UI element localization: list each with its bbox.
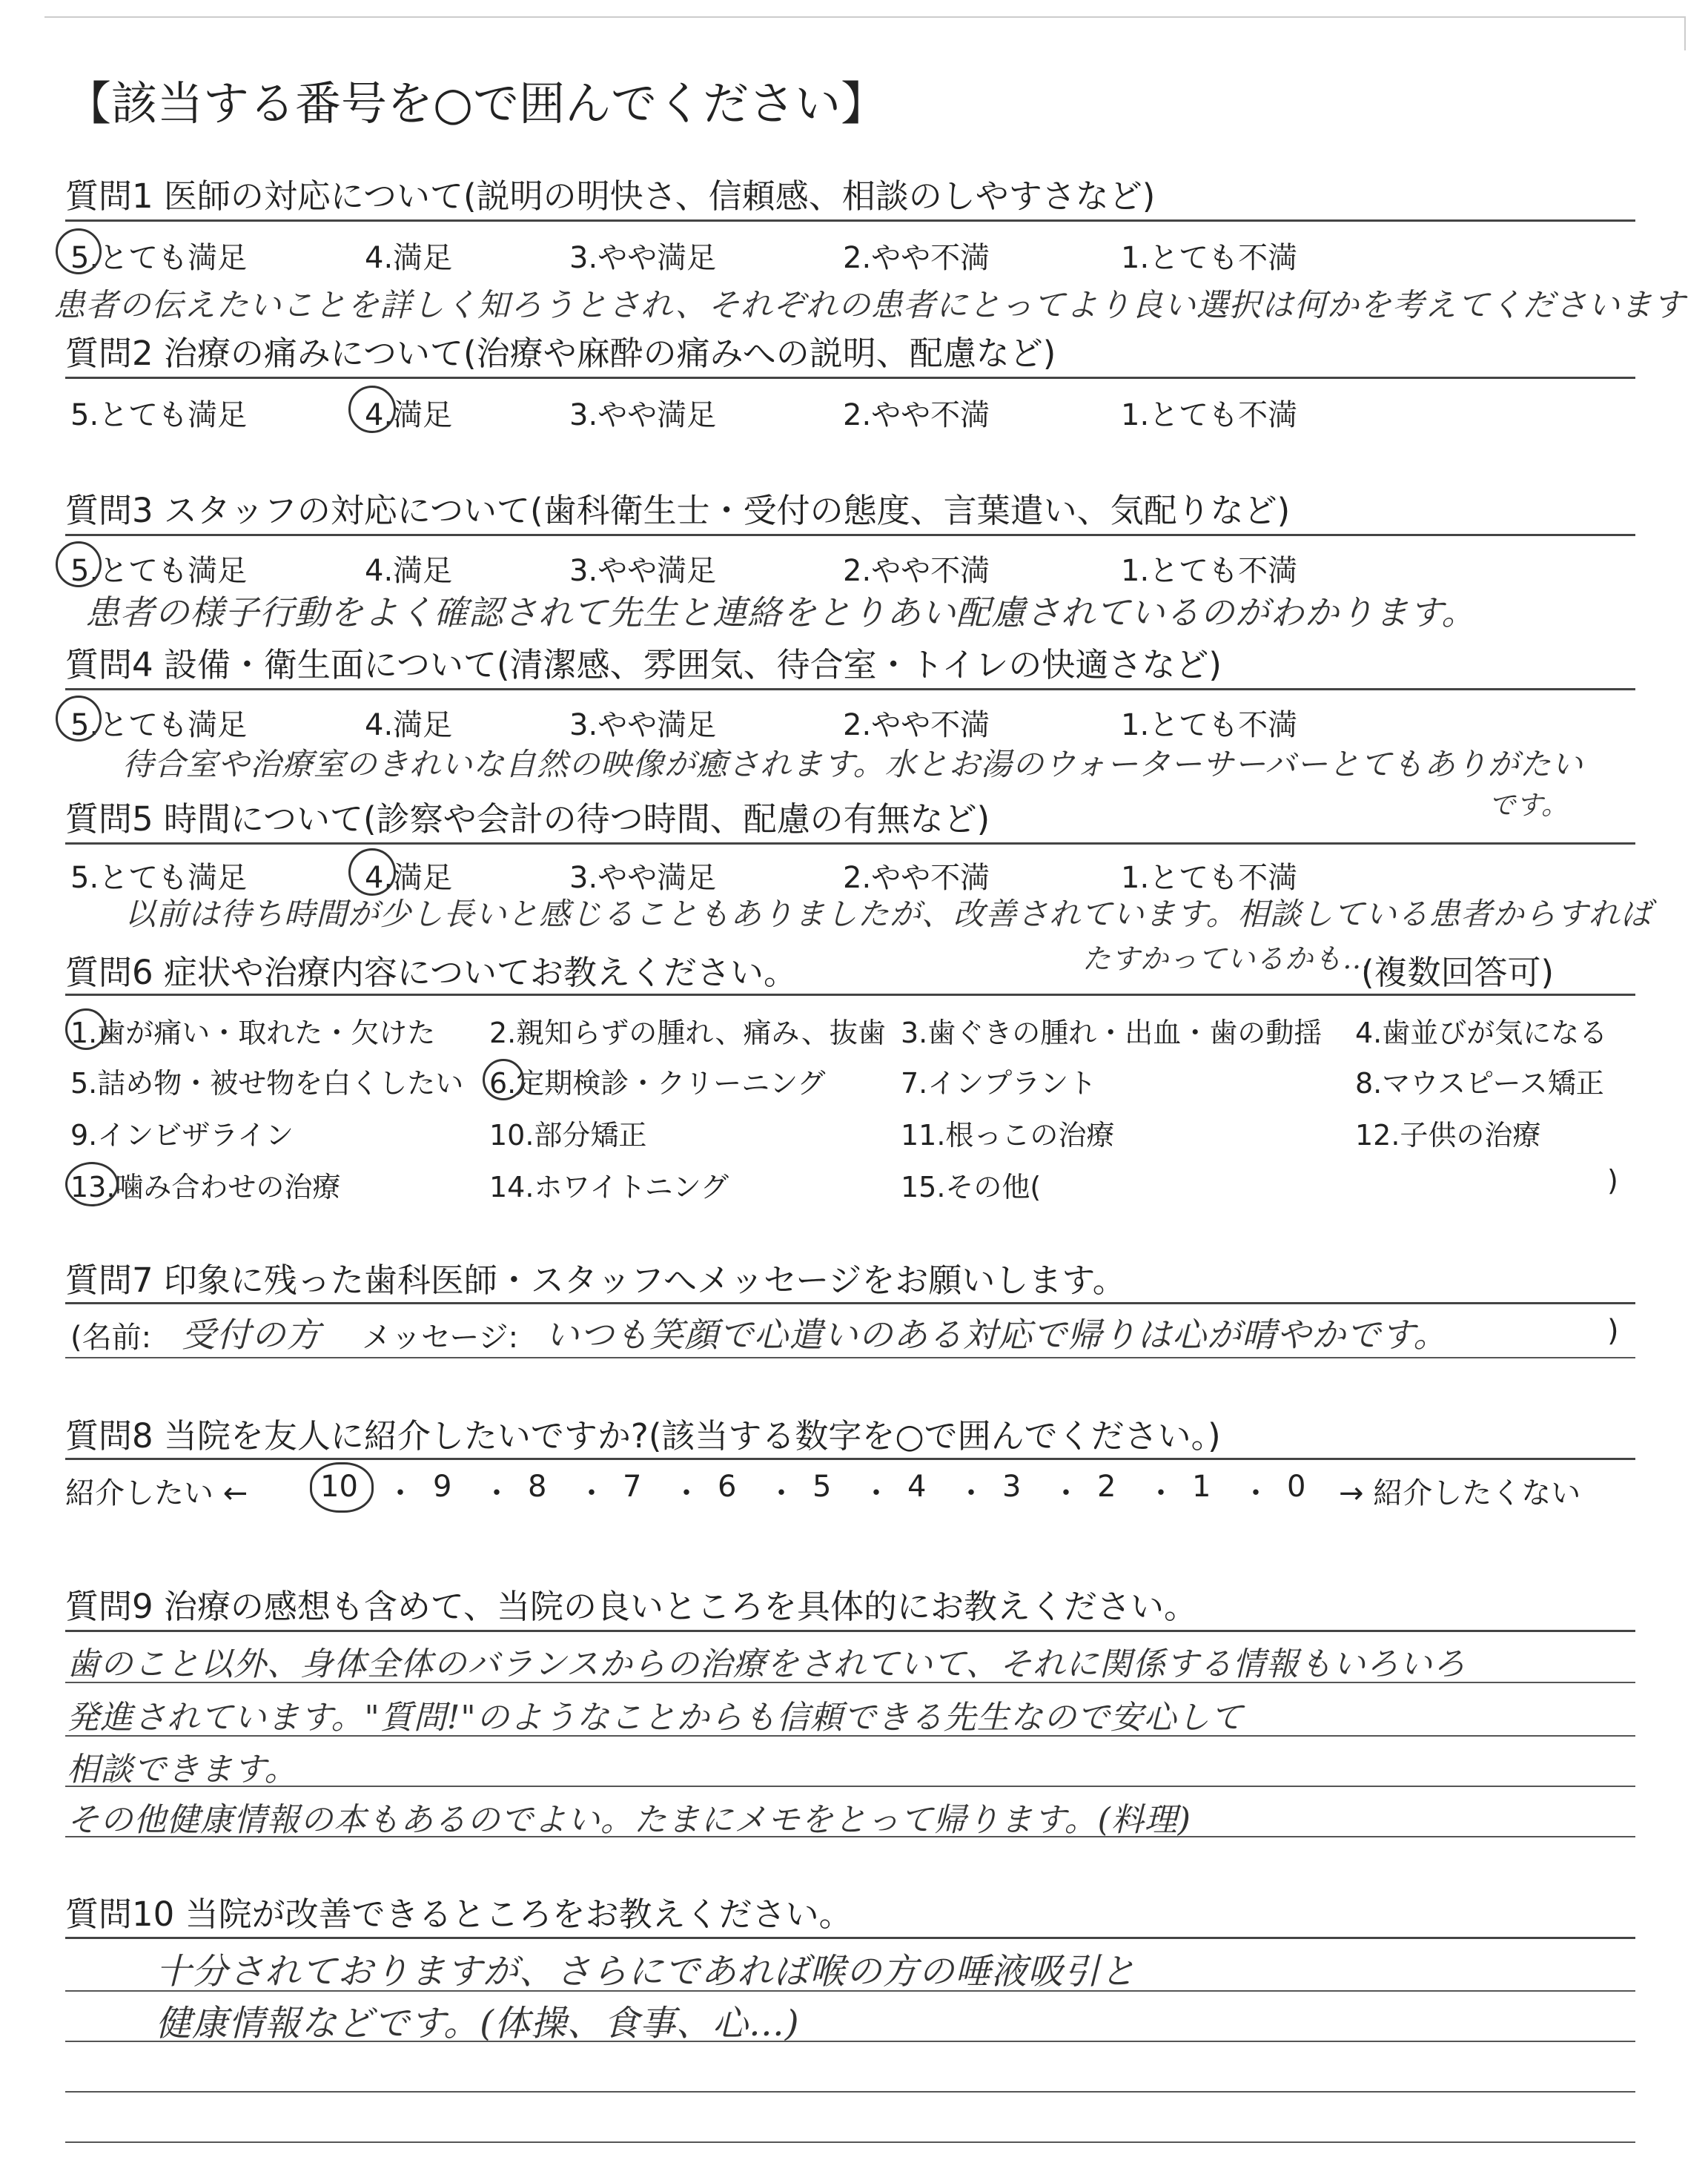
q7-name-label: (名前:	[70, 1321, 152, 1355]
q2-selected-circle	[348, 386, 396, 433]
q5-rule	[65, 842, 1635, 845]
q8-sep-7: ・	[956, 1476, 986, 1510]
q2-opt-4[interactable]: 4.満足	[365, 398, 453, 432]
q3-opt-2[interactable]: 2.やや不満	[843, 554, 990, 588]
page-frame-right	[1684, 16, 1686, 50]
q6-item-15[interactable]: 15.その他(	[901, 1171, 1042, 1203]
q8-sep-9: ・	[1146, 1476, 1176, 1510]
q6-item-6[interactable]: 6.定期検診・クリーニング	[489, 1067, 826, 1100]
q5-opt-1[interactable]: 1.とても不満	[1121, 861, 1298, 895]
q10-line-rule-2	[65, 2041, 1635, 2042]
q2-opt-5[interactable]: 5.とても満足	[70, 398, 248, 432]
q6-item-7[interactable]: 7.インプラント	[901, 1067, 1097, 1100]
q9-rule	[65, 1630, 1635, 1632]
q10-line-2: 健康情報などです。(体操、食事、心…)	[156, 2003, 800, 2044]
q1-opt-5[interactable]: 5.とても満足	[70, 241, 248, 275]
q3-opt-1[interactable]: 1.とても不満	[1121, 554, 1298, 588]
q3-opt-3[interactable]: 3.やや満足	[569, 554, 717, 588]
q4-selected-circle	[56, 696, 102, 742]
q6-item-2[interactable]: 2.親知らずの腫れ、痛み、抜歯	[489, 1017, 886, 1049]
q5-opt-3[interactable]: 3.やや満足	[569, 861, 717, 895]
q4-opt-5[interactable]: 5.とても満足	[70, 708, 248, 742]
q3-comment: 患者の様子行動をよく確認されて先生と連絡をとりあい配慮されているのがわかります。	[85, 592, 1477, 633]
q8-score-7[interactable]: 7	[623, 1470, 642, 1504]
q8-score-1[interactable]: 1	[1192, 1470, 1211, 1504]
q2-rule	[65, 377, 1635, 379]
page-title: 【該当する番号を○で囲んでください】	[65, 76, 887, 131]
q5-opt-4[interactable]: 4.満足	[365, 861, 453, 895]
q1-selected-circle	[56, 228, 102, 274]
q4-comment-1: 待合室や治療室のきれいな自然の映像が癒されます。水とお湯のウォーターサーバーとてもありがたい	[122, 746, 1583, 782]
q8-label: 質問8 当院を友人に紹介したいですか?(該当する数字を○で囲んでください。)	[65, 1416, 1221, 1456]
q7-name-value: 受付の方	[182, 1315, 321, 1355]
q3-opt-5[interactable]: 5.とても満足	[70, 554, 248, 588]
q8-score-2[interactable]: 2	[1097, 1470, 1116, 1504]
q1-label: 質問1 医師の対応について(説明の明快さ、信頼感、相談のしやすさなど)	[65, 176, 1156, 216]
q10-rule	[65, 1937, 1635, 1939]
q1-rule	[65, 219, 1635, 222]
q8-score-0[interactable]: 0	[1287, 1470, 1306, 1504]
q6-item-15-close: )	[1607, 1164, 1618, 1197]
q6-rule	[65, 994, 1635, 996]
q1-comment: 患者の伝えたいことを詳しく知ろうとされ、それぞれの患者にとってより良い選択は何かを考えてくださいます	[53, 287, 1686, 324]
q6-item-5[interactable]: 5.詰め物・被せ物を白くしたい	[70, 1067, 464, 1100]
q9-line-1: 歯のこと以外、身体全体のバランスからの治療をされていて、それに関係する情報もいろいろ	[67, 1645, 1466, 1683]
q9-line-rule-2	[65, 1735, 1635, 1737]
q8-sep-8: ・	[1051, 1476, 1081, 1510]
q8-right-label: → 紹介したくない	[1339, 1476, 1581, 1510]
q7-close: )	[1607, 1314, 1619, 1348]
q10-line-rule-4	[65, 2141, 1635, 2143]
q6-item-12[interactable]: 12.子供の治療	[1355, 1119, 1541, 1152]
q7-message-label: メッセージ:	[362, 1321, 519, 1355]
q8-sep-10: ・	[1241, 1476, 1271, 1510]
q6-item-13[interactable]: 13.噛み合わせの治療	[70, 1171, 341, 1203]
q5-comment-1: 以前は待ち時間が少し長いと感じることもありましたが、改善されています。相談している患者からすれば	[125, 896, 1652, 932]
q8-rule	[65, 1458, 1635, 1460]
q7-underline	[65, 1357, 1635, 1358]
q6-item-8[interactable]: 8.マウスピース矯正	[1355, 1067, 1604, 1100]
q8-score-4[interactable]: 4	[907, 1470, 927, 1504]
q2-opt-2[interactable]: 2.やや不満	[843, 398, 990, 432]
q6-item-11[interactable]: 11.根っこの治療	[901, 1119, 1115, 1152]
q7-rule	[65, 1302, 1635, 1304]
q1-opt-3[interactable]: 3.やや満足	[569, 241, 717, 275]
q8-score-5[interactable]: 5	[812, 1470, 832, 1504]
q6-item-14[interactable]: 14.ホワイトニング	[489, 1171, 729, 1203]
q6-item-9[interactable]: 9.インビザライン	[70, 1119, 294, 1152]
q9-line-rule-4	[65, 1836, 1635, 1837]
q8-sep-6: ・	[861, 1476, 891, 1510]
q8-sep-3: ・	[577, 1476, 606, 1510]
q3-opt-4[interactable]: 4.満足	[365, 554, 453, 588]
q6-item-1-circle	[65, 1008, 107, 1050]
q9-line-rule-3	[65, 1786, 1635, 1787]
q7-message-value: いつも笑顔で心遣いのある対応で帰りは心が晴やかです。	[545, 1315, 1449, 1355]
q1-opt-1[interactable]: 1.とても不満	[1121, 241, 1298, 275]
q4-opt-1[interactable]: 1.とても不満	[1121, 708, 1298, 742]
q4-opt-3[interactable]: 3.やや満足	[569, 708, 717, 742]
q3-label: 質問3 スタッフの対応について(歯科衛生士・受付の態度、言葉遣い、気配りなど)	[65, 491, 1291, 530]
q6-item-10[interactable]: 10.部分矯正	[489, 1119, 647, 1152]
q4-rule	[65, 688, 1635, 690]
q5-selected-circle	[348, 848, 396, 896]
q8-sep-4: ・	[672, 1476, 701, 1510]
q8-left-label: 紹介したい ←	[65, 1476, 248, 1510]
q6-item-3[interactable]: 3.歯ぐきの腫れ・出血・歯の動揺	[901, 1017, 1323, 1049]
q6-item-13-circle	[65, 1162, 119, 1206]
q9-label: 質問9 治療の感想も含めて、当院の良いところを具体的にお教えください。	[65, 1587, 1198, 1626]
page-frame-top	[44, 16, 1686, 18]
q6-note-handwritten: たすかっているかも…	[1082, 942, 1372, 975]
q8-sep-5: ・	[767, 1476, 796, 1510]
q2-opt-3[interactable]: 3.やや満足	[569, 398, 717, 432]
q3-rule	[65, 534, 1635, 536]
q8-sep-2: ・	[482, 1476, 512, 1510]
q8-score-8[interactable]: 8	[528, 1470, 547, 1504]
q6-item-6-circle	[483, 1059, 524, 1100]
q9-line-3: 相談できます。	[67, 1751, 298, 1789]
q8-score-10[interactable]: 10	[320, 1470, 358, 1504]
q6-label: 質問6 症状や治療内容についてお教えください。	[65, 953, 798, 992]
q5-opt-5[interactable]: 5.とても満足	[70, 861, 248, 895]
q10-line-rule-3	[65, 2091, 1635, 2093]
q9-line-4: その他健康情報の本もあるのでよい。たまにメモをとって帰ります。(料理)	[67, 1801, 1191, 1839]
q4-opt-4[interactable]: 4.満足	[365, 708, 453, 742]
q8-score-3[interactable]: 3	[1002, 1470, 1022, 1504]
q5-opt-2[interactable]: 2.やや不満	[843, 861, 990, 895]
q8-score-6[interactable]: 6	[718, 1470, 737, 1504]
q10-line-rule-1	[65, 1990, 1635, 1992]
q6-item-1[interactable]: 1.歯が痛い・取れた・欠けた	[70, 1017, 436, 1049]
q2-opt-1[interactable]: 1.とても不満	[1121, 398, 1298, 432]
q1-opt-4[interactable]: 4.満足	[365, 241, 453, 275]
q8-score-9[interactable]: 9	[433, 1470, 452, 1504]
q2-label: 質問2 治療の痛みについて(治療や麻酔の痛みへの説明、配慮など)	[65, 334, 1056, 373]
q1-opt-2[interactable]: 2.やや不満	[843, 241, 990, 275]
q6-item-4[interactable]: 4.歯並びが気になる	[1355, 1017, 1608, 1049]
q10-line-1: 十分されておりますが、さらにであれば喉の方の唾液吸引と	[156, 1951, 1137, 1992]
q7-label: 質問7 印象に残った歯科医師・スタッフへメッセージをお願いします。	[65, 1261, 1126, 1300]
q8-sep-1: ・	[385, 1476, 415, 1510]
q8-selected-circle	[310, 1462, 374, 1513]
q9-line-rule-1	[65, 1682, 1635, 1683]
q9-line-2: 発進されています。"質問!"のようなことからも信頼できる先生なので安心して	[67, 1699, 1244, 1737]
q10-label: 質問10 当院が改善できるところをお教えください。	[65, 1895, 853, 1934]
q6-note: (複数回答可)	[1361, 953, 1555, 992]
q3-selected-circle	[56, 541, 102, 587]
q4-comment-2: です。	[1489, 790, 1569, 821]
q4-opt-2[interactable]: 2.やや不満	[843, 708, 990, 742]
q5-label: 質問5 時間について(診察や会計の待つ時間、配慮の有無など)	[65, 799, 990, 839]
q4-label: 質問4 設備・衛生面について(清潔感、雰囲気、待合室・トイレの快適さなど)	[65, 645, 1222, 684]
